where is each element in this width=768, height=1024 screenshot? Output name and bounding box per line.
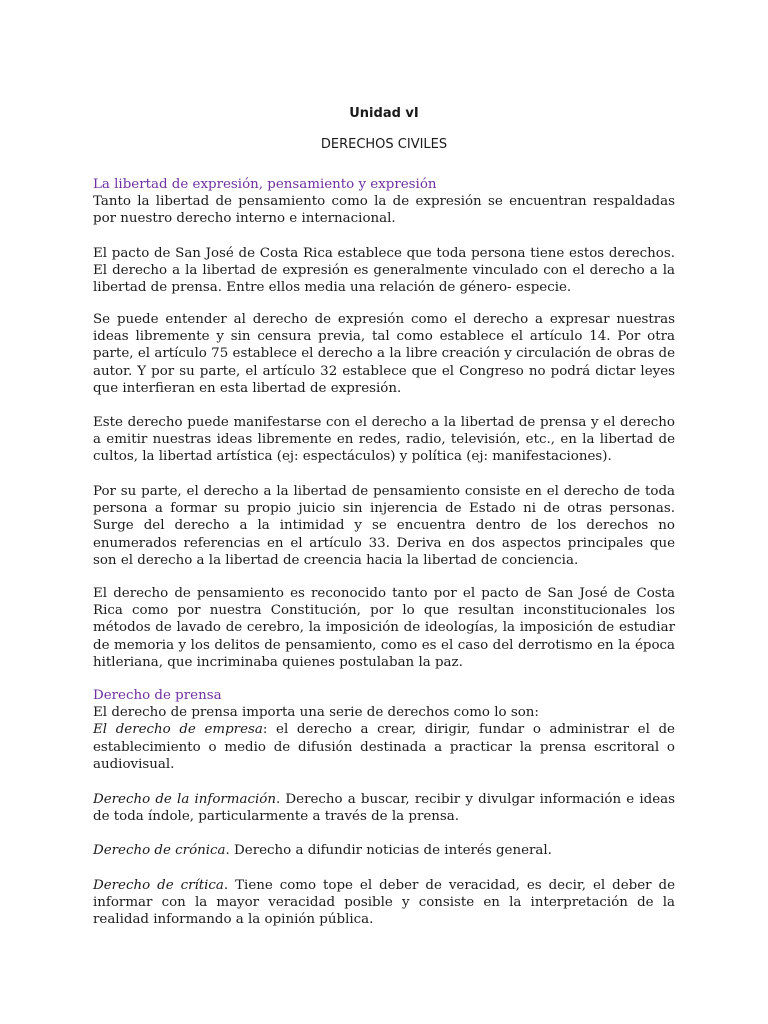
paragraph-block (93, 791, 675, 825)
paragraph: Este derecho puede manifestarse con el derecho a la libertad de prensa y el derecho a emitir nuestras ideas libremente en redes, radio, televisión, etc., en la libertad de cultos, la libertad artística (ej: espectáculos) y política (ej: manifestaciones). (93, 415, 675, 465)
section-derecho-prensa (93, 687, 675, 773)
item-term: Derecho de la información (93, 792, 276, 807)
paragraph-block (93, 245, 675, 297)
paragraph: El derecho de prensa importa una serie de derechos como lo son: (93, 705, 539, 721)
list-item (93, 842, 675, 859)
paragraph-block (93, 311, 675, 397)
section-title: La libertad de expresión, pensamiento y expresión (93, 177, 437, 192)
paragraph: Tanto la libertad de pensamiento como la de expresión se encuentran respaldadas por nuestro derecho interno e internacional. (93, 194, 675, 227)
item-text: . Derecho a buscar, recibir y divulgar información e ideas de toda índole, particularmente a través de la prensa. (93, 792, 676, 825)
paragraph-block (93, 414, 675, 466)
list-item (93, 721, 675, 773)
item-text: : el derecho a crear, dirigir, fundar o administrar el de establecimiento o medio de difusión destinada a practicar la prensa escritoral o audiovisual. (93, 722, 675, 772)
paragraph: El pacto de San José de Costa Rica establece que toda persona tiene estos derechos. El derecho a la libertad de expresión es generalmente vinculado con el derecho a la libertad de prensa. Entre ellos media una relación de género- especie. (93, 246, 675, 296)
item-text: . Tiene como tope el deber de veracidad, es decir, el deber de informar con la mayor veracidad posible y consiste en la interpretación de la realidad informando a la opinión pública. (93, 878, 675, 928)
list-item (93, 791, 675, 825)
item-term: Derecho de crítica (93, 878, 224, 893)
paragraph-block (93, 483, 675, 569)
paragraph-block (93, 877, 675, 929)
paragraph-block (93, 842, 675, 859)
section-title: Derecho de prensa (93, 688, 222, 703)
paragraph: Por su parte, el derecho a la libertad de pensamiento consiste en el derecho de toda persona a formar su propio juicio sin injerencia de Estado ni de otras personas. Surge del derecho a la intimidad y se encuentra dentro de los derechos no enumerados referencias en el artículo 33. Deriva en dos aspectos principales que son el derecho a la libertad de creencia hacia la libertad de conciencia. (93, 484, 675, 568)
paragraph: Se puede entender al derecho de expresión como el derecho a expresar nuestras ideas libremente y sin censura previa, tal como establece el artículo 14. Por otra parte, el artículo 75 establece el derecho a la libre creación y circulación de obras de autor. Y por su parte, el artículo 32 establece que el Congreso no podrá dictar leyes que interfieran en esta libertad de expresión. (93, 312, 675, 396)
paragraph: El derecho de pensamiento es reconocido tanto por el pacto de San José de Costa Rica como por nuestra Constitución, por lo que resultan inconstitucionales los métodos de lavado de cerebro, la imposición de ideologías, la imposición de estudiar de memoria y los delitos de pensamiento, como es el caso del derrotismo en la época hitleriana, que incriminaba quienes postulaban la paz. (93, 586, 675, 670)
page-title: DERECHOS CIVILES (320, 137, 448, 152)
unit-heading: Unidad vI (349, 106, 419, 121)
paragraph-block (93, 585, 675, 671)
section-libertad-expresion (93, 176, 675, 228)
item-term: Derecho de crónica (93, 843, 226, 858)
item-term: El derecho de empresa (93, 722, 263, 738)
list-item (93, 877, 675, 929)
document-page (93, 0, 675, 1024)
item-text: . Derecho a difundir noticias de interés general. (225, 843, 552, 858)
